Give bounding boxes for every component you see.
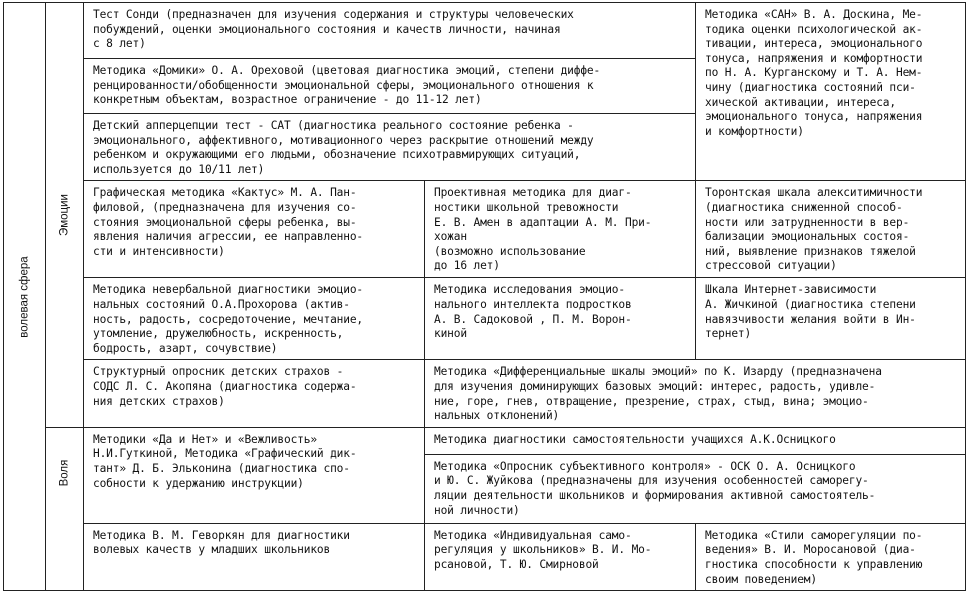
methods-table [3,2,966,591]
prokhorova-cell [84,278,425,360]
internet-text: Шкала Интернет-зависимости А. Жичкиной (диагностика степени навязчивости желания войти в Ин- тернет) [705,283,916,341]
samoreg-text: Методика «Индивидуальная само- регуляция у школьников» В. И. Мо- рсановой, Т. Ю. Смирновой [434,528,652,571]
gevorkyan-text: Методика В. М. Геворкян для диагностики волевых качеств у младших школьников [93,528,350,557]
prokhorova-text: Методика невербальной диагностики эмоцио- нальных состояний О.А.Прохорова (актив- ность, радость, сосредоточение, мечтание, утомление, дружелюбность, искренность, бодрость, азарт, сочувствие) [93,283,364,355]
kaktus-text: Графическая методика «Кактус» М. А. Пан- филовой, (предназначена для изучения со- стояния эмоциональной сферы ребенка, вы- явления наличия агрессии, ее направленно- сти и интенсивности) [93,186,364,258]
sondi-cell [84,3,696,59]
kaktus-cell [84,181,425,278]
domiki-cell [84,59,696,114]
doskin-text: Методика «САН» В. А. Доскина, Ме- тодика оценки психологической ак- тивации, интереса, эмоционального тонуса, напряжения и комфортности по Н. А. Курганскому и Т. А. Нем- чину (диагностика состояний пси- хической активации, интереса, эмоционального тонуса, напряжения и комфортности) [705,8,923,138]
samoreg-cell [425,523,696,590]
sphere-cell [4,3,46,591]
gutkina-text: Методики «Да и Нет» и «Вежливость» Н.И.Гуткиной, Методика «Графический дик- тант» Д. Б. Эльконина (диагностика спо- собности к удержанию инструкции) [93,432,357,490]
will-label: Воля [58,459,71,487]
osk-cell [425,454,966,523]
emotions-cell [46,3,84,428]
stili-cell [696,523,966,590]
sods-text: Структурный опросник детских страхов - СОДС Л. С. Акопяна (диагностика содержа- ния детских страхов) [93,365,357,408]
internet-cell [696,278,966,360]
izard-text: Методика «Дифференциальные шкалы эмоций» по К. Изарду (предназначена для изучения доминирующих базовых эмоций: интерес, радость, удивле- ние, горе, гнев, отвращение, презрение, страх, стыд, вина; эмоцио- нальных отклонений) [434,365,882,423]
gutkina-cell [84,427,425,523]
table-row [4,3,966,59]
sadokova-text: Методика исследования эмоцио- нального интеллекта подростков А. В. Садоковой , П. М. Ворон- киной [434,283,632,341]
table-row [4,181,966,278]
stili-text: Методика «Стили саморегуляции по- ведения» В. И. Моросановой (диа- гностика способности к управлению своим поведением) [705,528,923,586]
table-row [4,360,966,427]
table-row [4,278,966,360]
doskin-cell [696,3,966,181]
table-row [4,427,966,454]
sondi-text: Тест Сонди (предназначен для изучения содержания и структуры человеческих побуждений, оценки эмоционального состояния и качеств личности, начиная с 8 лет) [93,8,574,51]
osk-text: Методика «Опросник субъективного контроля» - ОСК О. А. Осницкого и Ю. С. Жуйкова (предназначены для изучения особенностей саморегу- ляции деятельности школьников и формирования активной самостоятель- ной личности) [434,459,876,517]
will-cell [46,427,84,590]
gevorkyan-cell [84,523,425,590]
toronto-text: Торонтская шкала алекситимичности (диагностика сниженной способ- ности или затрудненности в вер- бализации эмоциональных состоя- ний, выявление признаков тяжелой стрессовой ситуации) [705,186,923,273]
amen-cell [425,181,696,278]
sadokova-cell [425,278,696,360]
sphere-label: волевая сфера [18,255,31,338]
amen-text: Проективная методика для диаг- ностики школьной тревожности Е. В. Амен в адаптации А. М. При- хожан (возможно использование до 16 лет) [434,186,652,273]
osnitsky-cell [425,427,966,454]
cat-text: Детский апперцепции тест - CAT (диагностика реального состояние ребенка - эмоционального, аффективного, мотивационного через раскрытие отношений между ребенком и окружающими его людьми, обозначение психотравмирующих ситуаций, используется до 10/11 лет) [93,119,594,176]
sods-cell [84,360,425,427]
osnitsky-text: Методика диагностики самостоятельности учащихся А.К.Осницкого [434,432,836,446]
cat-cell [84,114,696,181]
emotions-label: Эмоции [58,193,71,236]
toronto-cell [696,181,966,278]
table-row [4,523,966,590]
domiki-text: Методика «Домики» О. А. Ореховой (цветовая диагностика эмоций, степени диффе- ренцированности/обобщенности эмоциональной сферы, эмоционального отношения к конкретным объектам, возрастное ограничение - до 11-12 лет) [93,64,601,107]
izard-cell [425,360,966,427]
